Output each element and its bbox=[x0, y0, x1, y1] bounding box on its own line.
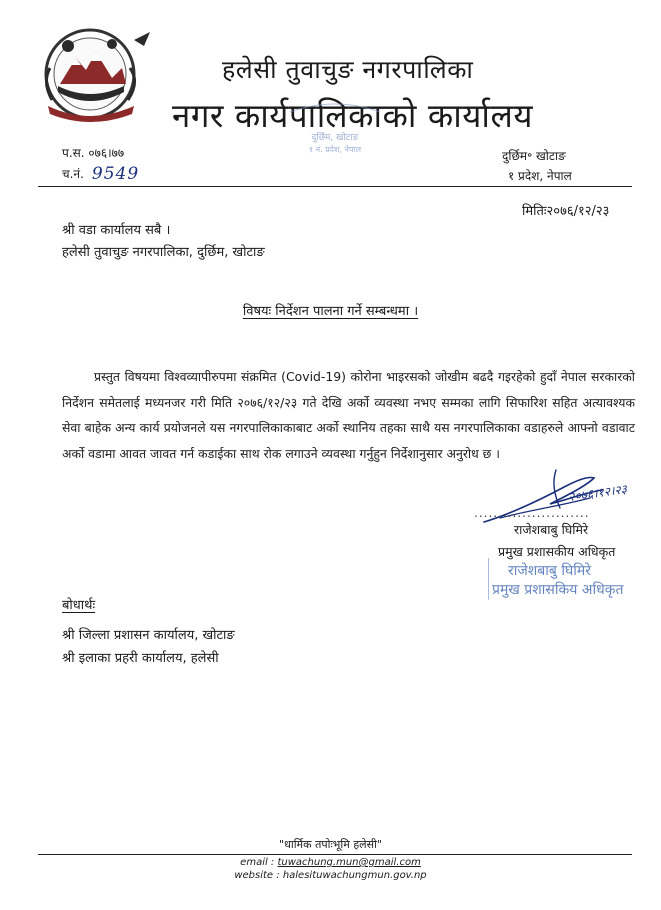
subject-text: विषयः निर्देशन पालना गर्ने सम्बन्धमा । bbox=[242, 304, 419, 319]
website-label: website : bbox=[234, 870, 283, 881]
signature-dotted-line: ........................ bbox=[474, 506, 590, 520]
signer-title: प्रमुख प्रशासकीय अधिकृत bbox=[498, 544, 616, 559]
organization-name: हलेसी तुवाचुङ नगरपालिका bbox=[222, 55, 474, 84]
nepal-emblem-logo bbox=[38, 22, 156, 122]
subject-line bbox=[0, 301, 661, 319]
footer-email bbox=[0, 857, 661, 868]
reference-number: प.स. ०७६।७७ bbox=[62, 146, 125, 160]
office-name: नगर कार्यपालिकाको कार्यालय bbox=[172, 96, 533, 135]
cc-item: श्री इलाका प्रहरी कार्यालय, हलेसी bbox=[62, 651, 219, 666]
footer-website bbox=[0, 870, 661, 881]
name-seal-name: राजेशबाबु घिमिरे bbox=[508, 563, 591, 579]
website-link[interactable]: halesituwachungmun.gov.np bbox=[282, 870, 427, 881]
stamp-line-2: १ नं. प्रदेश, नेपाल bbox=[308, 145, 362, 154]
letter-body: प्रस्तुत विषयमा विश्वव्यापीरुपमा संक्रमित (Covid-19) कोरोना भाइरसको जोखीम बढदै गइरहेको हुदाँ नेपाल सरकारको निर्देशन समेतलाई मध्यनजर गरी मिति २०७६/१२/२३ गते देखि अर्को व्यवस्था नभए सम्मका लागि सिफारिश सहित अत्यावश्यक सेवा बाहेक अन्य कार्य प्रयोजनले यस नगरपालिकाकाबाट अर्को स्थानिय तहका साथै यस नगरपालिकाका वडाहरुले आफ्नो वडावाट अर्को वडामा आवत जावत गर्न कडाईका साथ रोक लगाउने व्यवस्था गर्नुहुन निर्देशानुसार अनुरोध छ । bbox=[62, 369, 635, 461]
stamp-line-1: दुर्छिम, खोटाङ bbox=[311, 133, 359, 143]
dispatch-number-handwritten: 9549 bbox=[91, 164, 140, 184]
footer-motto: "धार्मिक तपोःभूमि हलेसी" bbox=[279, 838, 382, 851]
signer-name: राजेशबाबु घिमिरे bbox=[514, 522, 589, 537]
cc-item: श्री जिल्ला प्रशासन कार्यालय, खोटाङ bbox=[62, 628, 235, 643]
name-seal-title: प्रमुख प्रशासकिय अधिकृत bbox=[492, 582, 624, 598]
email-label: email : bbox=[240, 857, 278, 868]
dispatch-number bbox=[62, 163, 139, 183]
cc-heading: बोधार्थः bbox=[62, 598, 96, 613]
recipient-line-2: हलेसी तुवाचुङ नगरपालिका, दुर्छिम, खोटाङ bbox=[62, 245, 265, 260]
signature-date: २०७६।१२।२३ bbox=[567, 481, 628, 505]
address-line-2: १ प्रदेश, नेपाल bbox=[508, 169, 572, 183]
dispatch-number-label: च.नं. bbox=[62, 167, 84, 181]
header-divider bbox=[38, 186, 632, 187]
recipient-line-1: श्री वडा कार्यालय सबै । bbox=[62, 223, 171, 238]
footer-divider bbox=[38, 854, 632, 855]
email-link[interactable]: tuwachung.mun@gmail.com bbox=[277, 857, 421, 868]
letter-date: मितिः२०७६/१२/२३ bbox=[522, 204, 610, 219]
address-line-1: दुर्छिम॰ खोटाङ bbox=[502, 149, 566, 163]
office-stamp bbox=[282, 102, 388, 164]
